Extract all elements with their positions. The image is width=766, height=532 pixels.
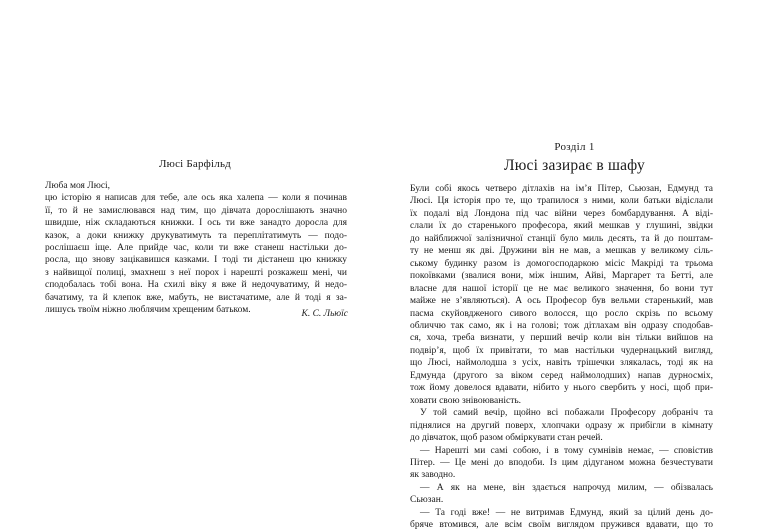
chapter-line: Сьюзан. [410, 495, 444, 506]
dedication-greeting: Люба моя Люсі, [45, 181, 111, 191]
chapter-title: Люсі зазирає в шафу [504, 157, 645, 174]
chapter-line: ся, хоча, треба визнати, у перший вечір коли він тільки вийшов на [410, 333, 713, 344]
right-page [383, 0, 766, 531]
chapter-line: Були собі якось четверо дітлахів на ім’я Пітер, Сьюзан, Едмунд та [410, 184, 713, 194]
chapter-line: до найближчої залізничної станції було миль десять, та й до поштам- [410, 233, 713, 244]
chapter-line: Едмунда (другого за віком серед наймолодших) напав дурносміх, [410, 370, 713, 381]
chapter-label: Розділ 1 [554, 141, 595, 153]
chapter-line: обличчю так само, як і на голові; тож дітлахам він одразу сподобав- [410, 320, 713, 331]
dedication-text [45, 180, 347, 316]
dedication-line: бачатиму, та й клепок вже, мабуть, не вистачатиме, але й тоді я за- [45, 292, 347, 303]
dedication-heading: Люсі Барфільд [159, 158, 231, 170]
chapter-line: пасма скуйовдженого сивого волосся, що росло скрізь по всьому [410, 308, 713, 319]
chapter-line: Люсі. Ця історія про те, що трапилося з ними, коли батьки відіслали [410, 196, 713, 207]
chapter-line: до дівчаток, щоб разом обміркувати стан речей. [410, 433, 603, 444]
dedication-signature: К. С. Льюїс [301, 309, 348, 319]
chapter-line: власне для нашої історії це не має великого значення, бо вони тут [410, 283, 713, 294]
chapter-line: як заводно. [410, 470, 456, 481]
chapter-line: слали їх до старенького професора, який мешкав у глушині, звідки [410, 221, 713, 232]
dedication-line: цю історію я написав для тебе, але ось яка халепа — коли я починав [45, 193, 347, 204]
chapter-line: Пітер. — Це мені до вподоби. Із цим дідуганом можна безчестувати [410, 457, 713, 468]
chapter-line: тож йому довелося вдавати, нібито у нього свербить у носі, щоб при- [410, 383, 713, 394]
chapter-line: — Нарешті ми самі собою, і в тому сумнівів немає, — сповістив [420, 445, 713, 456]
dedication-line: з найвищої полиці, змахнеш з неї порох і нарешті розкажеш мені, чи [45, 267, 347, 278]
chapter-line: ту не менш як дві. Дружини він не мав, а мешкав у великому сіль- [410, 246, 713, 257]
chapter-line: У той самий вечір, щойно всі побажали Професору добраніч та [420, 408, 713, 419]
chapter-line: піднялися на другий поверх, хлопчаки одразу ж прибігли в кімнату [410, 420, 713, 431]
chapter-text [410, 183, 713, 532]
dedication-line: лишусь твоїм ніжно люблячим хрещеним батьком. [45, 305, 251, 316]
dedication-line: її, то й не замислювався над тим, що дівчата дорослішають значно [45, 205, 347, 216]
dedication-line: росла, що знову зацікавишся казками. І тоді ти дістанеш цю книжку [45, 255, 347, 266]
dedication-line: сподобалась тобі вона. На схилі віку я вже й недочуватиму, й недо- [45, 280, 347, 291]
chapter-line: їх подалі від Лондона під час війни через бомбардування. А віді- [410, 208, 713, 219]
chapter-line: ському будинку разом із домогосподаркою місіс Макріді та трьома [410, 258, 713, 269]
chapter-line: майже не з’являються). А ось Професор був вельми старенький, мав [410, 296, 713, 307]
chapter-line: — А як на мене, він здається напрочуд милим, — обізвалась [420, 482, 713, 493]
chapter-line: що Люсі, наймолодша з усіх, навіть трішечки злякалась, тоді як на [410, 358, 713, 369]
left-page [0, 0, 383, 506]
chapter-line: покоївками (звалися вони, між іншим, Айві, Маргарет та Бетті, але [410, 271, 713, 282]
dedication-line: швидше, ніж складаються книжки. І ось ти вже занадто доросла для [45, 218, 347, 229]
chapter-line: подвір’я, щоб їх привітати, то мав настільки чудернацький вигляд, [410, 345, 713, 356]
chapter-line: бряче втомився, але всім своїм виглядом пружився вдавати, що то [410, 520, 713, 531]
dedication-line: казок, а доки книжку друкуватимуть та переплітатимуть — подо- [45, 230, 347, 241]
chapter-line: ховати свою знівоюваність. [410, 395, 522, 406]
chapter-line: — Та годі вже! — не витримав Едмунд, який за цілий день до- [420, 507, 713, 518]
dedication-line: рослішаєш іще. Але прийде час, коли ти вже станеш настільки до- [45, 243, 347, 254]
